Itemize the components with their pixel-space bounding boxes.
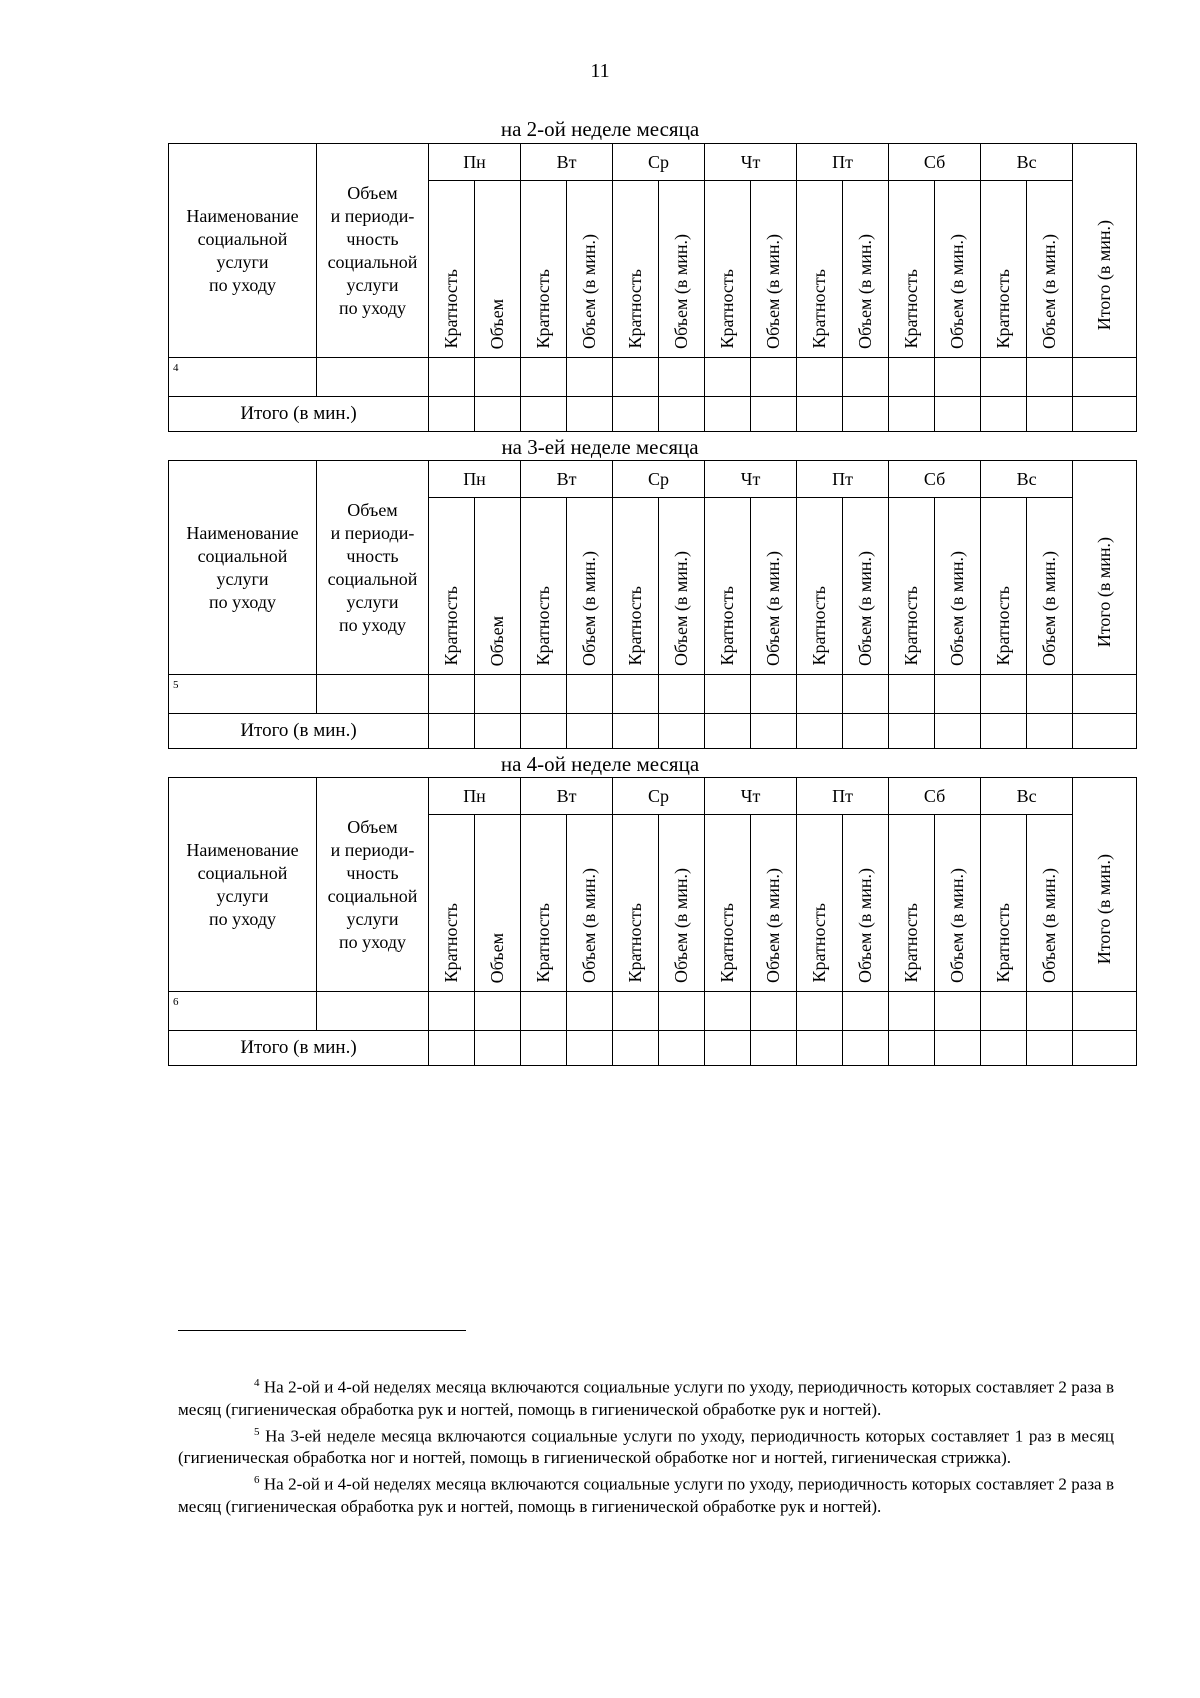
header-total-column	[1073, 461, 1137, 675]
table-cell[interactable]	[843, 675, 889, 714]
table-cell[interactable]	[1073, 714, 1137, 749]
header-service-name	[169, 778, 317, 992]
header-frequency	[981, 815, 1027, 992]
table-cell[interactable]	[429, 714, 475, 749]
table-cell[interactable]	[889, 397, 935, 432]
table-cell[interactable]	[567, 714, 613, 749]
table-cell[interactable]	[1073, 397, 1137, 432]
header-volume	[475, 815, 521, 992]
header-frequency	[705, 498, 751, 675]
header-volume-label: Объем (в мин.)	[855, 550, 876, 666]
table-cell[interactable]	[1027, 397, 1073, 432]
header-frequency-label: Кратность	[441, 903, 461, 983]
header-frequency	[429, 498, 475, 675]
header-line: по уходу	[208, 908, 277, 929]
table-cell[interactable]	[521, 675, 567, 714]
header-volume	[1027, 181, 1073, 358]
table-cell[interactable]	[521, 397, 567, 432]
header-frequency-label: Кратность	[809, 586, 830, 666]
header-volume-label: Объем (в мин.)	[947, 867, 968, 983]
header-line: чность	[346, 228, 399, 249]
table-cell[interactable]	[521, 358, 567, 397]
header-day: Пн	[429, 778, 521, 815]
header-volume	[751, 498, 797, 675]
footnote-rule	[178, 1330, 466, 1331]
total-row	[169, 397, 1137, 432]
table-cell[interactable]	[981, 675, 1027, 714]
header-frequency	[521, 498, 567, 675]
header-volume	[659, 815, 705, 992]
table-cell[interactable]	[613, 714, 659, 749]
header-frequency	[889, 498, 935, 675]
schedule-table	[168, 143, 1137, 432]
table-cell[interactable]	[1027, 714, 1073, 749]
header-frequency-label: Кратность	[533, 903, 554, 983]
header-frequency-label: Кратность	[809, 269, 830, 349]
header-volume	[935, 498, 981, 675]
header-volume	[843, 181, 889, 358]
header-volume-label: Объем (в мин.)	[671, 867, 692, 983]
header-day: Сб	[889, 778, 981, 815]
table-cell[interactable]	[935, 992, 981, 1031]
header-volume-label: Объем	[487, 298, 507, 349]
header-frequency	[797, 181, 843, 358]
header-line: по уходу	[338, 297, 407, 318]
table-cell[interactable]	[843, 358, 889, 397]
header-frequency	[705, 181, 751, 358]
header-volume	[475, 181, 521, 358]
table-cell[interactable]	[935, 1031, 981, 1066]
header-day: Пт	[797, 778, 889, 815]
header-line: социальной	[327, 251, 418, 272]
header-frequency	[705, 815, 751, 992]
header-volume-label: Объем (в мин.)	[1039, 550, 1060, 666]
header-line: чность	[346, 545, 399, 566]
header-line: услуги	[346, 274, 399, 295]
header-line: по уходу	[338, 931, 407, 952]
header-frequency	[613, 181, 659, 358]
table-cell[interactable]	[317, 992, 429, 1031]
header-volume	[659, 498, 705, 675]
table-cell[interactable]	[889, 358, 935, 397]
header-day: Ср	[613, 461, 705, 498]
table-cell[interactable]	[1073, 992, 1137, 1031]
header-line: Наименование	[186, 522, 299, 543]
header-frequency-label: Кратность	[717, 269, 738, 349]
header-frequency	[981, 181, 1027, 358]
table-cell[interactable]	[751, 992, 797, 1031]
header-day: Вс	[981, 144, 1073, 181]
header-total-label: Итого (в мин.)	[1094, 537, 1115, 648]
header-frequency	[797, 815, 843, 992]
total-label: Итого (в мин.)	[169, 1031, 429, 1066]
header-frequency-label: Кратность	[533, 586, 554, 666]
header-line: и периоди-	[330, 522, 415, 543]
table-cell[interactable]	[935, 358, 981, 397]
table-cell[interactable]	[751, 358, 797, 397]
header-day: Ср	[613, 778, 705, 815]
header-volume-periodicity	[317, 461, 429, 675]
total-label: Итого (в мин.)	[169, 397, 429, 432]
table-cell[interactable]	[1027, 1031, 1073, 1066]
table-cell[interactable]	[705, 397, 751, 432]
table-cell[interactable]	[659, 714, 705, 749]
footnotes	[178, 1372, 1114, 1518]
table-cell[interactable]	[475, 397, 521, 432]
table-cell[interactable]	[613, 675, 659, 714]
table-cell[interactable]	[1027, 358, 1073, 397]
row-number: 5	[169, 675, 317, 714]
table-cell[interactable]	[751, 1031, 797, 1066]
header-volume-label: Объем (в мин.)	[763, 233, 784, 349]
header-frequency	[521, 181, 567, 358]
header-day: Сб	[889, 461, 981, 498]
header-volume	[567, 498, 613, 675]
header-service-name	[169, 144, 317, 358]
header-volume	[475, 498, 521, 675]
header-frequency-label: Кратность	[717, 586, 738, 666]
header-volume-periodicity	[317, 144, 429, 358]
header-line: услуги	[216, 251, 269, 272]
table-cell[interactable]	[659, 1031, 705, 1066]
header-volume	[1027, 498, 1073, 675]
header-frequency-label: Кратность	[625, 586, 646, 666]
header-volume	[935, 815, 981, 992]
table-cell[interactable]	[705, 1031, 751, 1066]
table-cell[interactable]	[843, 1031, 889, 1066]
header-frequency	[889, 815, 935, 992]
header-frequency-label: Кратность	[625, 269, 646, 349]
table-cell[interactable]	[475, 358, 521, 397]
table-cell[interactable]	[475, 675, 521, 714]
header-line: по уходу	[338, 614, 407, 635]
header-day: Чт	[705, 461, 797, 498]
header-volume	[751, 181, 797, 358]
table-cell[interactable]	[751, 397, 797, 432]
header-day: Ср	[613, 144, 705, 181]
total-row	[169, 1031, 1137, 1066]
week-title: на 4-ой неделе месяца	[500, 752, 700, 776]
header-day: Вт	[521, 461, 613, 498]
header-volume	[659, 181, 705, 358]
header-day: Пт	[797, 461, 889, 498]
table-cell[interactable]	[889, 714, 935, 749]
header-line: Объем	[347, 182, 398, 203]
header-frequency-label: Кратность	[717, 903, 738, 983]
header-volume-label: Объем (в мин.)	[947, 233, 968, 349]
header-day: Чт	[705, 144, 797, 181]
header-total-label: Итого (в мин.)	[1094, 220, 1115, 331]
table-cell[interactable]	[935, 714, 981, 749]
header-frequency-label: Кратность	[809, 903, 830, 983]
table-cell[interactable]	[475, 714, 521, 749]
table-cell[interactable]	[659, 358, 705, 397]
header-frequency-label: Кратность	[441, 586, 461, 666]
table-cell[interactable]	[797, 992, 843, 1031]
footnote-text: На 2-ой и 4-ой неделях месяца включаются социальные услуги по уходу, периодичность которых составляет 2 раза в месяц (гигиеническая обработка рук и ногтей, помощь в гигиенической обработке рук и ногтей).	[178, 1474, 1114, 1516]
table-cell[interactable]	[521, 1031, 567, 1066]
header-volume-label: Объем	[487, 615, 507, 666]
header-day: Чт	[705, 778, 797, 815]
header-frequency-label: Кратность	[993, 586, 1014, 666]
table-cell[interactable]	[429, 675, 475, 714]
header-volume-periodicity	[317, 778, 429, 992]
header-volume	[567, 815, 613, 992]
table-cell[interactable]	[567, 992, 613, 1031]
header-line: Наименование	[186, 839, 299, 860]
header-line: услуги	[216, 568, 269, 589]
header-volume-label: Объем (в мин.)	[763, 867, 784, 983]
header-day: Пн	[429, 461, 521, 498]
header-frequency-label: Кратность	[441, 269, 461, 349]
week-title: на 2-ой неделе месяца	[500, 117, 700, 141]
header-day: Сб	[889, 144, 981, 181]
schedule-table	[168, 460, 1137, 749]
table-cell[interactable]	[659, 992, 705, 1031]
row-number: 4	[169, 358, 317, 397]
table-cell[interactable]	[981, 358, 1027, 397]
header-volume-label: Объем (в мин.)	[763, 550, 784, 666]
footnote-text: На 3-ей неделе месяца включаются социальные услуги по уходу, периодичность которых составляет 1 раз в месяц (гигиеническая обработка ног и ногтей, помощь в гигиенической обработке ног и ногтей, гигиеническая стрижка).	[178, 1426, 1114, 1468]
table-cell[interactable]	[797, 675, 843, 714]
header-frequency-label: Кратность	[901, 269, 922, 349]
header-frequency-label: Кратность	[625, 903, 646, 983]
page-number: 11	[590, 60, 610, 82]
table-cell[interactable]	[843, 397, 889, 432]
header-volume-label: Объем	[487, 932, 507, 983]
header-volume	[567, 181, 613, 358]
header-total-column	[1073, 144, 1137, 358]
header-frequency	[797, 498, 843, 675]
header-volume-label: Объем (в мин.)	[947, 550, 968, 666]
table-cell[interactable]	[797, 358, 843, 397]
header-line: услуги	[346, 908, 399, 929]
header-volume-label: Объем (в мин.)	[855, 233, 876, 349]
table-cell[interactable]	[429, 1031, 475, 1066]
header-frequency-label: Кратность	[533, 269, 554, 349]
header-line: социальной	[197, 228, 288, 249]
table-cell[interactable]	[613, 992, 659, 1031]
header-volume-label: Объем (в мин.)	[671, 550, 692, 666]
header-frequency	[613, 815, 659, 992]
table-cell[interactable]	[1073, 675, 1137, 714]
table-cell[interactable]	[797, 397, 843, 432]
table-cell[interactable]	[429, 992, 475, 1031]
header-line: и периоди-	[330, 205, 415, 226]
week-title: на 3-ей неделе месяца	[501, 435, 699, 459]
header-line: услуги	[216, 885, 269, 906]
footnote	[178, 1421, 1114, 1470]
footnote-marker: 5	[254, 1425, 260, 1438]
table-cell[interactable]	[843, 992, 889, 1031]
table-cell[interactable]	[797, 1031, 843, 1066]
footnote-marker: 4	[254, 1377, 260, 1389]
table-row	[169, 675, 1137, 714]
header-volume	[843, 498, 889, 675]
table-cell[interactable]	[567, 358, 613, 397]
table-cell[interactable]	[659, 397, 705, 432]
table-cell[interactable]	[935, 397, 981, 432]
table-cell[interactable]	[1027, 675, 1073, 714]
header-frequency-label: Кратность	[901, 903, 922, 983]
header-total-column	[1073, 778, 1137, 992]
table-cell[interactable]	[429, 397, 475, 432]
header-day: Вс	[981, 778, 1073, 815]
table-cell[interactable]	[613, 397, 659, 432]
header-volume-label: Объем (в мин.)	[855, 867, 876, 983]
table-cell[interactable]	[317, 675, 429, 714]
header-total-label: Итого (в мин.)	[1094, 854, 1115, 965]
table-cell[interactable]	[889, 1031, 935, 1066]
header-line: социальной	[197, 545, 288, 566]
header-line: по уходу	[208, 274, 277, 295]
footnote-marker: 6	[254, 1474, 260, 1487]
table-cell[interactable]	[705, 358, 751, 397]
table-cell[interactable]	[705, 675, 751, 714]
table-cell[interactable]	[797, 714, 843, 749]
table-cell[interactable]	[613, 358, 659, 397]
table-cell[interactable]	[1073, 1031, 1137, 1066]
schedule-table	[168, 777, 1137, 1066]
table-cell[interactable]	[843, 714, 889, 749]
header-line: чность	[346, 862, 399, 883]
header-line: социальной	[327, 885, 418, 906]
header-day: Вт	[521, 778, 613, 815]
header-frequency	[521, 815, 567, 992]
table-cell[interactable]	[751, 714, 797, 749]
table-cell[interactable]	[705, 714, 751, 749]
table-row	[169, 992, 1137, 1031]
header-frequency	[613, 498, 659, 675]
header-volume-label: Объем (в мин.)	[579, 550, 600, 666]
header-frequency-label: Кратность	[993, 269, 1014, 349]
table-cell[interactable]	[429, 358, 475, 397]
table-cell[interactable]	[981, 992, 1027, 1031]
total-label: Итого (в мин.)	[169, 714, 429, 749]
header-day: Вт	[521, 144, 613, 181]
header-frequency	[889, 181, 935, 358]
table-cell[interactable]	[317, 358, 429, 397]
table-cell[interactable]	[567, 675, 613, 714]
header-volume	[751, 815, 797, 992]
total-row	[169, 714, 1137, 749]
table-cell[interactable]	[521, 992, 567, 1031]
header-line: социальной	[327, 568, 418, 589]
table-cell[interactable]	[475, 1031, 521, 1066]
table-cell[interactable]	[935, 675, 981, 714]
table-row	[169, 358, 1137, 397]
table-cell[interactable]	[705, 992, 751, 1031]
table-cell[interactable]	[981, 1031, 1027, 1066]
table-cell[interactable]	[889, 992, 935, 1031]
header-day: Пн	[429, 144, 521, 181]
table-cell[interactable]	[889, 675, 935, 714]
header-frequency	[429, 815, 475, 992]
header-line: социальной	[197, 862, 288, 883]
header-line: и периоди-	[330, 839, 415, 860]
footnote	[178, 1372, 1114, 1421]
footnote	[178, 1469, 1114, 1518]
footnote-text: На 2-ой и 4-ой неделях месяца включаются социальные услуги по уходу, периодичность которых составляет 2 раза в месяц (гигиеническая обработка рук и ногтей, помощь в гигиенической обработке рук и ногтей).	[178, 1377, 1114, 1419]
header-volume-label: Объем (в мин.)	[1039, 867, 1060, 983]
table-cell[interactable]	[521, 714, 567, 749]
header-volume	[843, 815, 889, 992]
header-volume-label: Объем (в мин.)	[1039, 233, 1060, 349]
header-frequency	[981, 498, 1027, 675]
table-cell[interactable]	[1027, 992, 1073, 1031]
header-volume	[935, 181, 981, 358]
table-cell[interactable]	[1073, 358, 1137, 397]
row-number: 6	[169, 992, 317, 1031]
table-cell[interactable]	[567, 1031, 613, 1066]
header-volume-label: Объем (в мин.)	[579, 233, 600, 349]
header-line: по уходу	[208, 591, 277, 612]
header-frequency-label: Кратность	[993, 903, 1014, 983]
table-cell[interactable]	[981, 397, 1027, 432]
header-volume	[1027, 815, 1073, 992]
header-volume-label: Объем (в мин.)	[579, 867, 600, 983]
header-line: Наименование	[186, 205, 299, 226]
header-service-name	[169, 461, 317, 675]
table-cell[interactable]	[613, 1031, 659, 1066]
header-day: Вс	[981, 461, 1073, 498]
table-cell[interactable]	[981, 714, 1027, 749]
header-line: услуги	[346, 591, 399, 612]
header-frequency-label: Кратность	[901, 586, 922, 666]
header-volume-label: Объем (в мин.)	[671, 233, 692, 349]
table-cell[interactable]	[751, 675, 797, 714]
table-cell[interactable]	[475, 992, 521, 1031]
header-frequency	[429, 181, 475, 358]
table-cell[interactable]	[659, 675, 705, 714]
header-day: Пт	[797, 144, 889, 181]
header-line: Объем	[347, 816, 398, 837]
table-cell[interactable]	[567, 397, 613, 432]
header-line: Объем	[347, 499, 398, 520]
